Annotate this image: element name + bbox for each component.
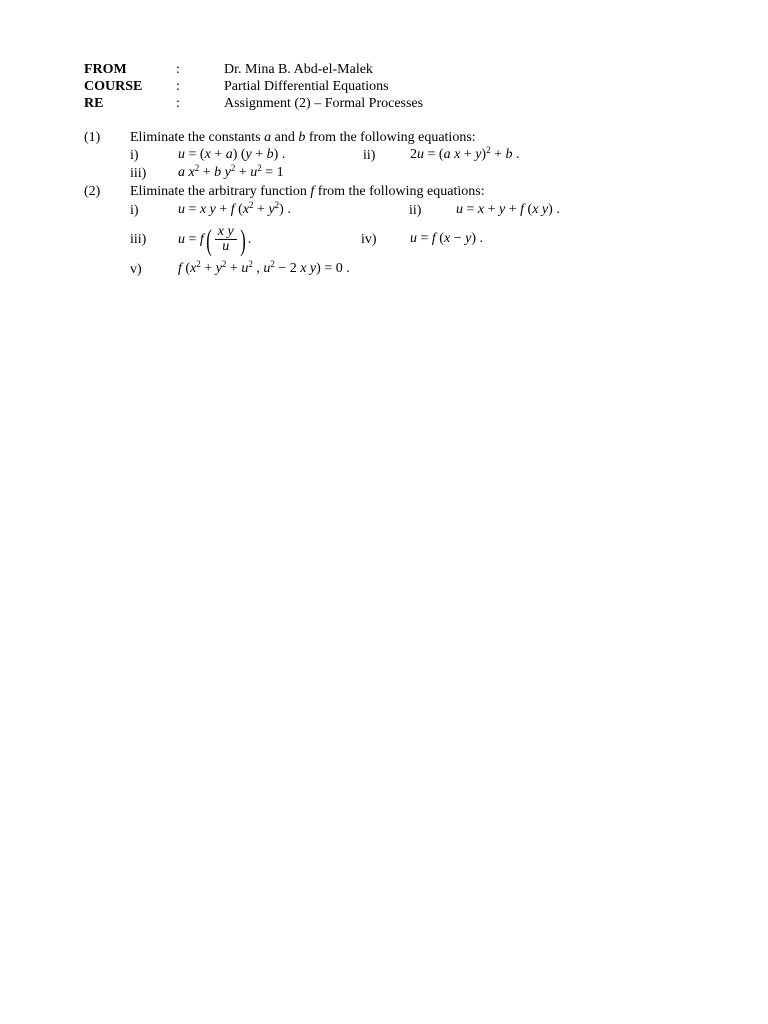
q2-equation-v: f ($x^2 + y^2 + u^2$ , $u^2 - 2$ x y) = 0 .: [178, 259, 350, 276]
re-label: RE: [84, 96, 104, 111]
course-colon: :: [176, 79, 180, 94]
q2-number: (2): [84, 184, 101, 199]
q1-stem: Eliminate the constants a and b from the following equations:: [130, 130, 476, 145]
q1-label-i: i): [130, 148, 139, 163]
q1-label-iii: iii): [130, 166, 147, 181]
q2-label-iii: iii): [130, 232, 147, 247]
q1-equation-i: u = (x + a) (y + b) .: [178, 147, 286, 162]
course-label: COURSE: [84, 79, 143, 94]
q1-number: (1): [84, 130, 101, 145]
q1-label-ii: ii): [363, 148, 376, 163]
course-value: Partial Differential Equations: [224, 79, 389, 94]
q1-equation-iii: a $x^2 + b$ $y^2 + u^2 = 1$: [178, 163, 284, 180]
q2-label-iv: iv): [361, 232, 377, 247]
q2-label-i: i): [130, 203, 139, 218]
q2-stem: Eliminate the arbitrary function f from the following equations:: [130, 184, 485, 199]
from-value: Dr. Mina B. Abd-el-Malek: [224, 62, 373, 77]
q2-equation-iii: u = f( $\frac{\text{x y}}{u}$ ) .: [178, 224, 252, 257]
q2-equation-i: u = x y + f $(x^2 + y^2)$ .: [178, 200, 291, 217]
q2-equation-ii: u = x + y + f (x y) .: [456, 202, 560, 217]
q2-label-ii: ii): [409, 203, 422, 218]
re-colon: :: [176, 96, 180, 111]
q2-label-v: v): [130, 262, 142, 277]
q1-equation-ii: 2u = (a x + y)$^2$ + b .: [410, 145, 520, 162]
q2-equation-iv: u = f (x − y) .: [410, 231, 483, 246]
from-label: FROM: [84, 62, 127, 77]
from-colon: :: [176, 62, 180, 77]
re-value: Assignment (2) – Formal Processes: [224, 96, 424, 111]
